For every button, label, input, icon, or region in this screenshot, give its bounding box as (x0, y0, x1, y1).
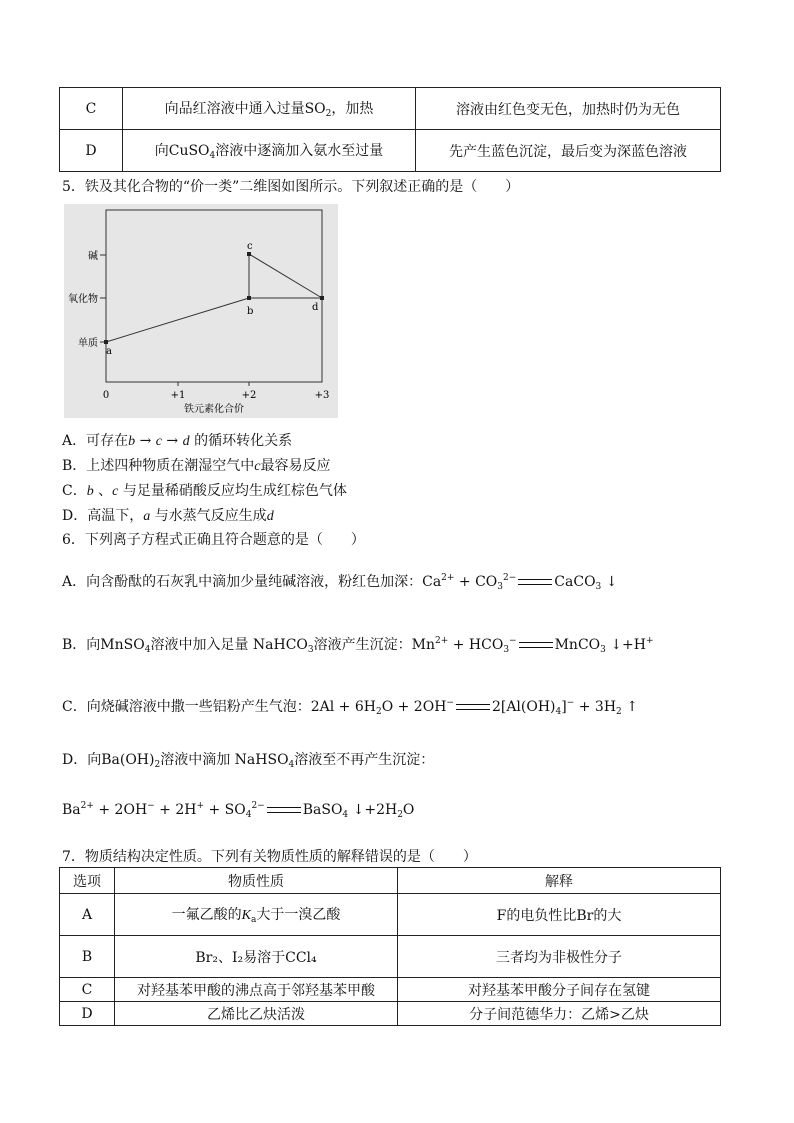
question-6-stem: 6．下列离子方程式正确且符合题意的是（ ） (62, 532, 365, 548)
line-c-d (249, 254, 322, 298)
point-a (104, 340, 108, 344)
option-6D-equation: $Ba^{2+} + 2OH^- + 2H^+ + SO_4^{2-}$ BaSO$_4$ $↓+2H_2O$ (62, 801, 415, 820)
option-6D: D．向$Ba(OH)_2$溶液中滴加 NaHSO$_4$溶液至不再产生沉淀： (62, 752, 435, 770)
point-c (247, 252, 251, 256)
option-5A: A．可存在b → c → d 的循环转化关系 (62, 433, 293, 449)
y-label-element: 单质 (78, 338, 98, 349)
line-a-b (106, 298, 249, 342)
point-label-d: d (312, 302, 319, 313)
x-tick-3: +3 (314, 390, 330, 401)
table-cell-property: 乙烯比乙炔活泼 (115, 1002, 398, 1026)
table-cell-result: 先产生蓝色沉淀，最后变为深蓝色溶液 (416, 130, 721, 172)
header-property: 物质性质 (115, 868, 398, 894)
point-d (320, 296, 324, 300)
table-cell-explanation: 对羟基苯甲酸分子间存在氢键 (398, 978, 721, 1002)
table-cell-property: Br₂、I₂易溶于CCl₄ (115, 936, 398, 978)
table-cell-property: 对羟基苯甲酸的沸点高于邻羟基苯甲酸 (115, 978, 398, 1002)
point-label-c: c (247, 241, 253, 252)
option-5B: B．上述四种物质在潮湿空气中c最容易反应 (62, 458, 331, 474)
header-option: 选项 (60, 868, 115, 894)
valence-class-diagram (64, 204, 338, 418)
table-cell-property: 一氟乙酸的$K_a$大于一溴乙酸 (115, 894, 398, 936)
question-7-stem: 7．物质结构决定性质。下列有关物质性质的解释错误的是（ ） (62, 849, 477, 865)
option-6A: A．向含酚酞的石灰乳中滴加少量纯碱溶液，粉红色加深：$Ca^{2+} + CO_3^{2-}$ CaCO$_3$ ↓ (62, 573, 618, 592)
x-tick-2: +2 (241, 390, 257, 401)
table-cell-explanation: 三者均为非极性分子 (398, 936, 721, 978)
point-label-b: b (247, 306, 254, 317)
table-row-label: C (60, 88, 123, 130)
table-row-label: B (60, 936, 115, 978)
reagent-table (59, 87, 721, 172)
valence-class-figure (64, 204, 338, 418)
table-row-label: D (60, 1002, 115, 1026)
table-row-label: D (60, 130, 123, 172)
plot-frame (106, 210, 322, 382)
option-6C: C．向烧碱溶液中撒一些铝粉产生气泡：$2Al + 6H_2O + 2OH^-$ $2[Al(OH)_4]^- + 3H_2$ ↑ (62, 698, 638, 717)
y-label-oxide: 氧化物 (68, 294, 98, 305)
property-table (59, 867, 721, 1026)
table-cell-explanation: F的电负性比Br的大 (398, 894, 721, 936)
table-cell-operation: 向CuSO$_4$溶液中逐滴加入氨水至过量 (123, 130, 416, 172)
option-6B: B．向MnSO$_4$溶液中加入足量 NaHCO$_3$溶液产生沉淀：$Mn^{2+} + HCO_3^-$ MnCO$_3$ ↓+H+ (62, 636, 654, 655)
table-cell-explanation: 分子间范德华力：乙烯>乙炔 (398, 1002, 721, 1026)
option-5C: C．b 、c 与足量稀硝酸反应均生成红棕色气体 (62, 483, 347, 499)
table-row-label: A (60, 894, 115, 936)
table-cell-result: 溶液由红色变无色，加热时仍为无色 (416, 88, 721, 130)
x-tick-1: +1 (170, 390, 186, 401)
y-label-base: 碱 (88, 251, 98, 262)
option-5D: D．高温下，a 与水蒸气反应生成d (62, 508, 274, 524)
x-tick-0: 0 (102, 390, 110, 401)
table-row-label: C (60, 978, 115, 1002)
question-5-stem: 5．铁及其化合物的“价一类”二维图如图所示。下列叙述正确的是（ ） (62, 179, 520, 195)
table-cell-operation: 向品红溶液中通入过量$SO_2$，加热 (123, 88, 416, 130)
point-label-a: a (106, 346, 112, 357)
point-b (247, 296, 251, 300)
x-axis-title: 铁元素化合价 (184, 404, 244, 415)
header-explanation: 解释 (398, 868, 721, 894)
